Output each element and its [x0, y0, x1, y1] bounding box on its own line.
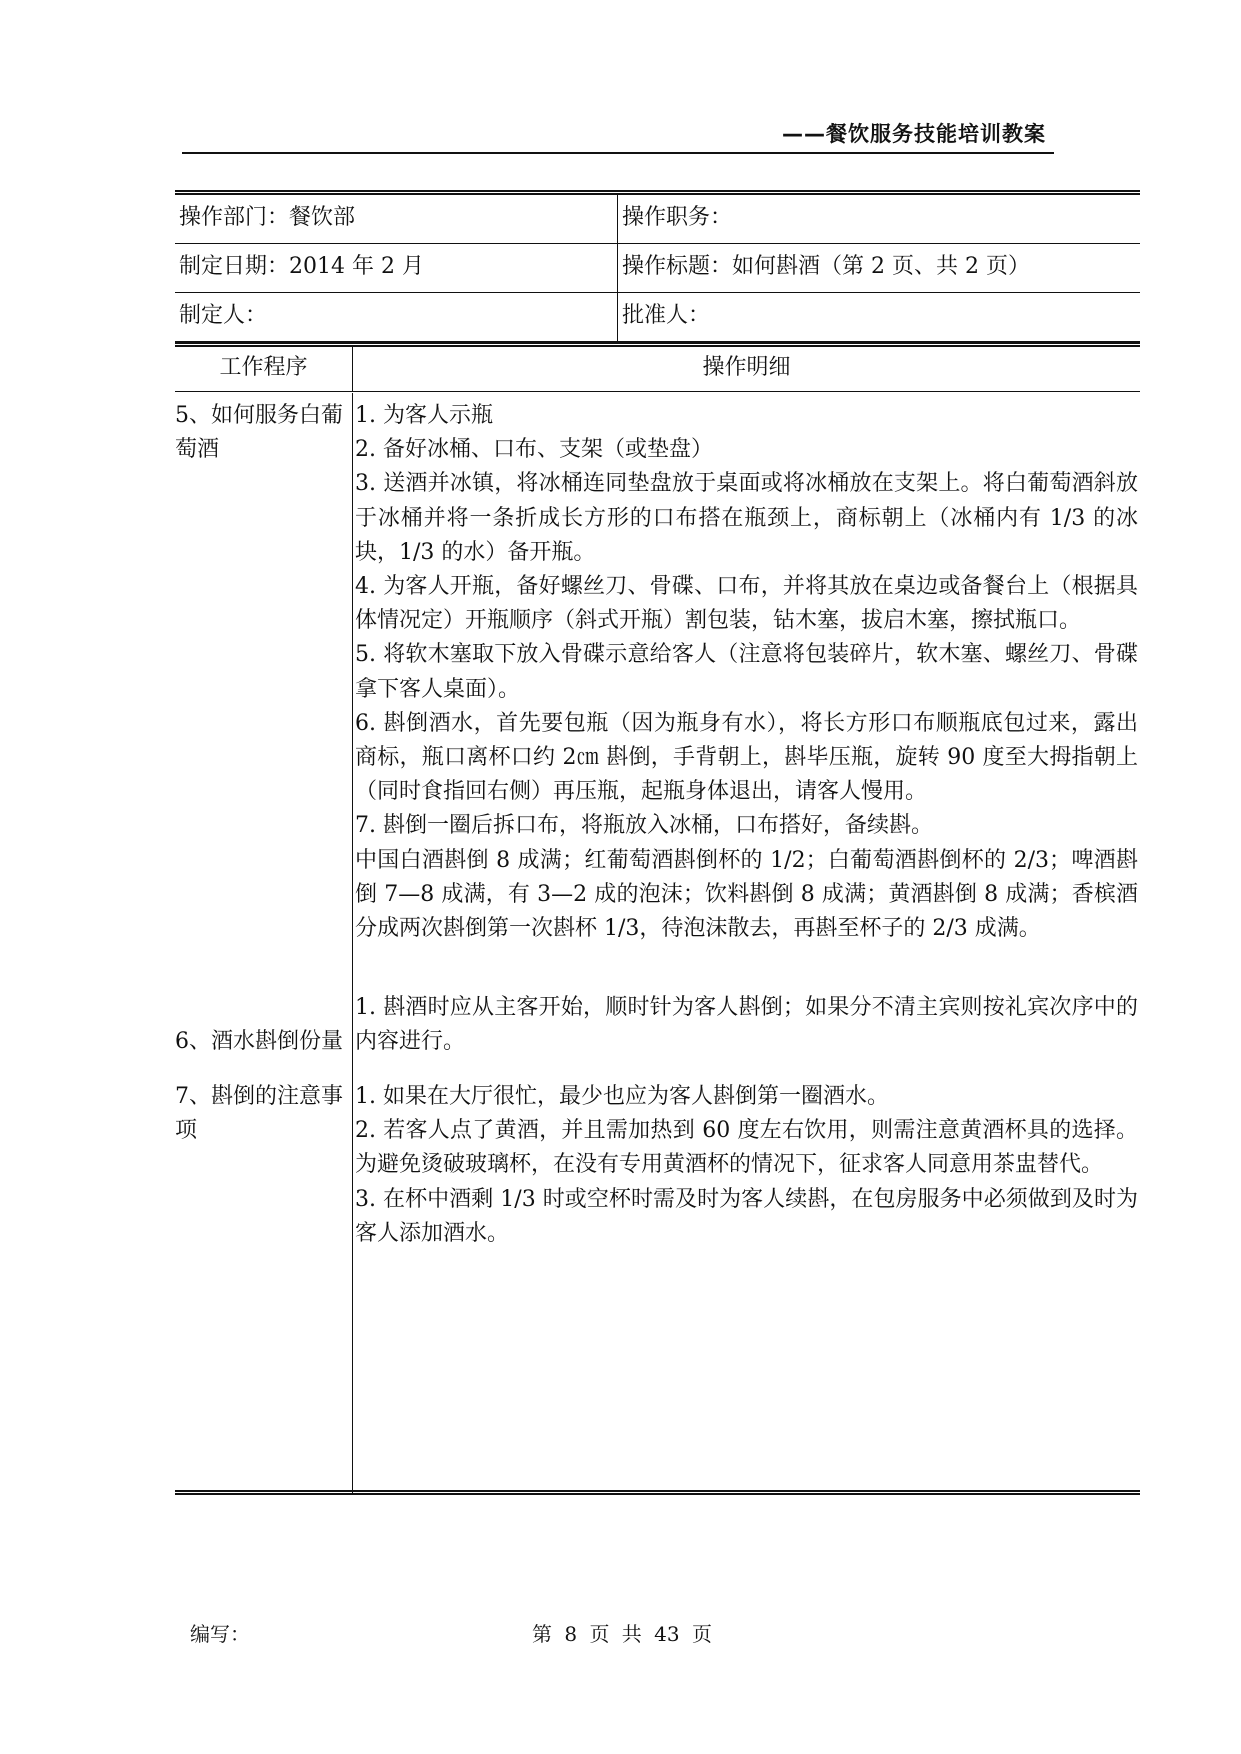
step-7-details [355, 1080, 1138, 1251]
meta-row [175, 293, 1140, 342]
detail-item: 6. 斟倒酒水，首先要包瓶（因为瓶身有水），将长方形口布顺瓶底包过来，露出商标，瓶口离杯口约 2㎝ 斟倒，手背朝上，斟毕压瓶，旋转 90 度至大拇指朝上（同时食指回右侧）再压瓶，起瓶身体退出，请客人慢用。 [355, 710, 1138, 805]
detail-item: 4. 为客人开瓶，备好螺丝刀、骨碟、口布，并将其放在桌边或备餐台上（根据具体情况定）开瓶顺序（斜式开瓶）割包装，钻木塞，拔启木塞，擦拭瓶口。 [355, 574, 1138, 634]
footer-page-number: 第 8 页 共 43 页 [532, 1622, 712, 1646]
procedure-table-header [175, 345, 1140, 392]
procedure-table-bottom-rule [175, 1490, 1140, 1495]
column-header-procedure: 工作程序 [175, 345, 353, 391]
detail-item: 5. 将软木塞取下放入骨碟示意给客人（注意将包装碎片，软木塞、螺丝刀、骨碟拿下客人桌面）。 [355, 642, 1138, 702]
footer-editor: 编写： [190, 1622, 250, 1646]
meta-row [175, 195, 1140, 244]
detail-item: 2. 备好冰桶、口布、支架（或垫盘） [355, 437, 713, 463]
detail-item: 3. 在杯中酒剩 1/3 时或空杯时需及时为客人续斟，在包房服务中必须做到及时为客人添加酒水。 [355, 1186, 1138, 1246]
column-divider [352, 393, 353, 1493]
procedure-table [175, 345, 1140, 1495]
column-header-details: 操作明细 [702, 355, 791, 380]
document-header-title: ——餐饮服务技能培训教案 [782, 122, 1046, 146]
step-7-label: 7、斟倒的注意事项 [175, 1084, 343, 1143]
step-5-label: 5、如何服务白葡萄酒 [175, 403, 343, 462]
detail-item: 1. 如果在大厅很忙，最少也应为客人斟倒第一圈酒水。 [355, 1084, 889, 1109]
date-cell: 制定日期：2014 年 2 月 [175, 244, 618, 292]
subject-cell: 操作标题：如何斟酒（第 2 页、共 2 页） [622, 254, 1030, 279]
approver-cell: 批准人： [622, 303, 711, 328]
meta-table [175, 190, 1140, 347]
step-6-label: 6、酒水斟倒份量 [175, 1029, 343, 1054]
step-6-details [355, 991, 1138, 1059]
meta-row [175, 244, 1140, 293]
author-cell: 制定人： [175, 293, 618, 341]
detail-item: 1. 斟酒时应从主客开始，顺时针为客人斟倒；如果分不清主宾则按礼宾次序中的内容进行。 [355, 995, 1138, 1055]
procedure-table-body [175, 393, 1140, 1493]
detail-item: 3. 送酒并冰镇，将冰桶连同垫盘放于桌面或将冰桶放在支架上。将白葡萄酒斜放于冰桶并将一条折成长方形的口布搭在瓶颈上，商标朝上（冰桶内有 1/3 的冰块，1/3 的水）备开瓶。 [355, 471, 1138, 565]
detail-item: 1. 为客人示瓶 [355, 403, 493, 428]
detail-item: 7. 斟倒一圈后拆口布，将瓶放入冰桶，口布搭好，备续斟。 [355, 813, 933, 839]
department-cell: 操作部门：餐饮部 [175, 195, 618, 243]
header-divider [182, 152, 1054, 154]
detail-item: 2. 若客人点了黄酒，并且需加热到 60 度左右饮用，则需注意黄酒杯具的选择。为避免烫破玻璃杯，在没有专用黄酒杯的情况下，征求客人同意用茶盅替代。 [355, 1118, 1138, 1178]
detail-item: 中国白酒斟倒 8 成满；红葡萄酒斟倒杯的 1/2；白葡萄酒斟倒杯的 2/3；啤酒斟倒 7—8 成满，有 3—2 成的泡沫；饮料斟倒 8 成满；黄酒斟倒 8 成满；香槟酒分成两次斟倒第一次斟杯 1/3，待泡沫散去，再斟至杯子的 2/3 成满。 [355, 847, 1138, 942]
position-cell: 操作职务： [622, 205, 733, 230]
step-5-details [355, 399, 1138, 946]
